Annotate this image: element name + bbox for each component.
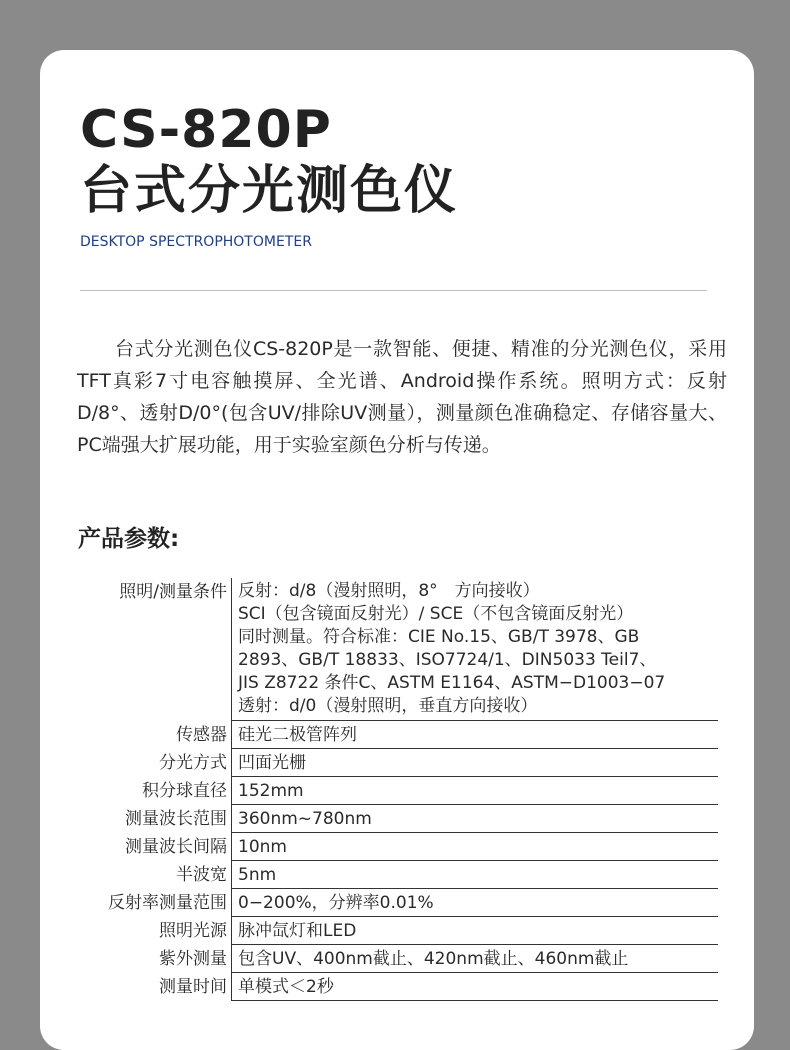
table-row [78, 973, 718, 1001]
spec-value: 包含UV、400nm截止、420nm截止、460nm截止 [232, 945, 719, 973]
spec-value-line: JIS Z8722 条件C、ASTM E1164、ASTM−D1003−07 [238, 673, 666, 693]
spec-label: 反射率测量范围 [108, 892, 227, 913]
section-title-specs: 产品参数: [78, 526, 180, 552]
spec-value: 硅光二极管阵列 [232, 721, 719, 749]
spec-value-line: SCI（包含镜面反射光）/ SCE（不包含镜面反射光） [238, 604, 634, 624]
table-row [78, 805, 718, 833]
spec-label: 紫外测量 [159, 948, 227, 969]
spec-label: 积分球直径 [142, 780, 227, 801]
spec-label: 半波宽 [176, 864, 227, 885]
spec-label: 照明/测量条件 [119, 582, 227, 602]
spec-value: 0−200%，分辨率0.01% [232, 889, 719, 917]
spec-value: 单模式＜2秒 [232, 973, 719, 1001]
table-row [78, 917, 718, 945]
product-title: 台式分光测色仪 [80, 161, 459, 221]
table-row [78, 833, 718, 861]
spec-value [232, 578, 719, 721]
spec-value: 脉冲氙灯和LED [232, 917, 719, 945]
spec-label: 测量波长间隔 [125, 836, 227, 857]
spec-value: 152mm [232, 777, 719, 805]
spec-value-line: 透射：d/0（漫射照明，垂直方向接收） [238, 696, 538, 716]
spec-value: 360nm~780nm [232, 805, 719, 833]
table-row [78, 889, 718, 917]
spec-label: 测量波长范围 [125, 808, 227, 829]
spec-value-line: 2893、GB/T 18833、ISO7724/1、DIN5033 Teil7、 [238, 650, 657, 670]
product-intro: 台式分光测色仪CS-820P是一款智能、便捷、精准的分光测色仪，采用TFT真彩7寸电容触摸屏、全光谱、Android操作系统。照明方式：反射D/8°、透射D/0°(包含UV/排除UV测量），测量颜色准确稳定、存储容量大、PC端强大扩展功能，用于实验室颜色分析与传递。 [77, 338, 727, 456]
table-row [78, 777, 718, 805]
table-row [78, 749, 718, 777]
spec-label: 测量时间 [159, 976, 227, 997]
spec-value: 10nm [232, 833, 719, 861]
content-card [40, 50, 754, 1050]
spec-label: 分光方式 [159, 752, 227, 773]
table-row [78, 721, 718, 749]
spec-table [78, 578, 718, 1001]
spec-value: 5nm [232, 861, 719, 889]
table-row [78, 945, 718, 973]
spec-label: 传感器 [176, 724, 227, 745]
table-row [78, 578, 718, 721]
spec-value: 凹面光栅 [232, 749, 719, 777]
product-model: CS-820P [80, 100, 332, 160]
header-divider [80, 290, 707, 291]
table-row [78, 861, 718, 889]
product-subtitle: DESKTOP SPECTROPHOTOMETER [80, 234, 312, 250]
spec-value-line: 同时测量。符合标准：CIE No.15、GB/T 3978、GB [238, 627, 640, 647]
spec-value-line: 反射：d/8（漫射照明，8° 方向接收） [238, 581, 540, 601]
spec-label: 照明光源 [159, 920, 227, 941]
